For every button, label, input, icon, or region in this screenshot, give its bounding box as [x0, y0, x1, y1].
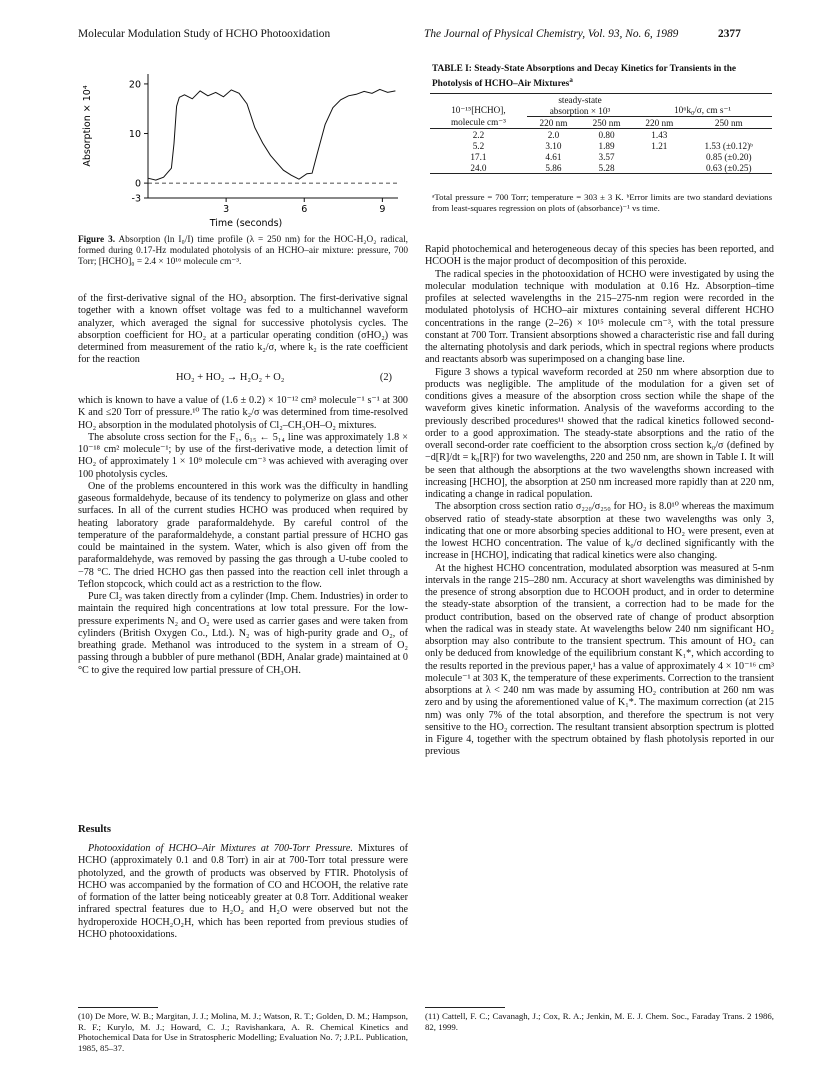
- table-cell: 5.2: [472, 140, 485, 151]
- x-tick-label: 9: [379, 204, 386, 215]
- paragraph: Pure Cl₂ was taken directly from a cylinder (Imp. Chem. Industries) in order to maintain the required high concentrations at low total pressure. For the low-pressure experiments N₂ and O₂ were used as carrier gases and were taken from cylinders (British Oxygen Co., Ltd.). N₂ was of high-purity grade and O₂, of breathing grade. Methanol was introduced to the system in a stream of O₂ passing through a bubbler of pure methanol (BDH, Analar grade) maintained at 0 °C to give the required low partial pressure of CH₃OH.: [78, 591, 408, 676]
- table-cell: 17.1: [470, 151, 487, 162]
- table-cell: 1.89: [598, 140, 615, 151]
- paragraph: Rapid photochemical and heterogeneous decay of this species has been reported, and HCOOH is the major product of decomposition of this peroxide.: [425, 244, 774, 268]
- table-1: [430, 93, 772, 174]
- footnote-rule: [425, 1007, 505, 1008]
- table-header: 220 nm: [539, 117, 568, 128]
- paragraph: The radical species in the photooxidation of HCHO were investigated by using the molecular modulation technique with modulation at 0.16 Hz. Absorption–time profiles at selected wavelengths in the 215–275-nm region were recorded in the modulated photolysis of HCHO–air mixtures containing several different HCHO concentrations in the range (2–26) × 10¹⁵ molecule cm⁻³, with the total pressure constant at 700 Torr. Transient absorptions showed a characteristic rise and fall during the alternating photolysis and dark periods, which in spectral regions where products and reactants absorb was superimposed on a changing base line.: [425, 268, 774, 366]
- footnote-10: (10) De More, W. B.; Margitan, J. J.; Molina, M. J.; Watson, R. T.; Golden, D. M.; Hampson, R. F.; Kurylo, M. J.; Howard, C. J.; Ravishankara, A. R. Chemical Kinetics and Photochemical Data for Use in Stratospheric Modelling; Evaluation No. 7; J.P.L. Publication, 1985, 85–37.: [78, 1011, 408, 1053]
- paragraph-run-in-title: Photooxidation of HCHO–Air Mixtures at 700-Torr Pressure.: [88, 843, 353, 854]
- table-header: molecule cm⁻³: [451, 116, 506, 127]
- paragraph: Figure 3 shows a typical waveform recorded at 250 nm where absorption due to products was negligible. The amplitude of the modulation for a given set of conditions gives a measure of the absorption cross section while the shape of the waveform gives kinetic information. Analysis of the waveforms according to the previously described procedures¹¹ showed that the radical kinetics followed second-order to a good approximation. The steady-state absorptions and the ratio of the overall second-order rate coefficient to the absorption cross section k₀/σ (defined by −d[R]/dt = k₀[R]²) for two wavelengths, 220 and 250 nm, are shown in Table I. It will be seen that although the absorptions at the two wavelengths shown increased with increasing [HCHO], the absorption at 250 nm increased more rapidly than at 220 nm, indicating a change in radical population.: [425, 366, 774, 500]
- left-column-top: [78, 293, 408, 367]
- equation-body: HO₂ + HO₂ → H₂O₂ + O₂: [176, 372, 285, 383]
- table-row: [430, 151, 772, 162]
- figure-caption-label: Figure 3.: [78, 235, 116, 245]
- x-tick-label: 6: [301, 204, 308, 215]
- figure-caption-text: Absorption (ln I₀/I) time profile (λ = 250 nm) for the HOC-H₂O₂ radical, formed during 0.17-Hz modulated photolysis of an HCHO–air mixture: pressure, 700 Torr; [HCHO]₀ = 2.4 × 10¹⁶ molecule cm⁻³.: [78, 235, 409, 267]
- table-title-mark: a: [569, 76, 573, 84]
- table-header: [633, 94, 772, 106]
- table-cell: 4.61: [545, 151, 562, 162]
- table-row: [430, 140, 772, 151]
- table-cell: 3.57: [598, 151, 615, 162]
- table-header: steady-state: [558, 94, 602, 105]
- table-cell: 0.80: [598, 129, 615, 140]
- left-column-body: [78, 395, 408, 677]
- table-header: [430, 94, 527, 106]
- footnote-11: (11) Cattell, F. C.; Cavanagh, J.; Cox, R. A.; Jenkin, M. E. J. Chem. Soc., Faraday Trans. 2 1986, 82, 1999.: [425, 1011, 774, 1032]
- table-cell: 3.10: [545, 140, 562, 151]
- table-cell: [633, 162, 685, 174]
- y-tick-label: 20: [128, 79, 141, 91]
- table-header: 250 nm: [714, 117, 743, 128]
- figure-3-chart: [78, 66, 408, 232]
- table-cell: 2.2: [472, 129, 485, 140]
- table-cell: [633, 151, 685, 162]
- paragraph: of the first-derivative signal of the HO₂ absorption. The first-derivative signal together with a known offset voltage was fed to a multichannel waveform analyzer, which averaged the signal for successive photolysis cycles. The absorption coefficient for HO₂ at a particular operating condition (σHO₂) was determined from measurement of the ratio k₂/σ, where k₂ is the rate coefficient for the reaction: [78, 293, 408, 366]
- footnote-rule: [78, 1007, 158, 1008]
- page-number: 2377: [718, 28, 741, 40]
- table-cell: 5.86: [545, 162, 562, 173]
- table-footnote: ᵃTotal pressure = 700 Torr; temperature = 303 ± 3 K. ᵇError limits are two standard deviations from least-squares regression on plots of (absorbance)⁻¹ vs time.: [432, 192, 772, 213]
- paragraph-text: Mixtures of HCHO (approximately 0.1 and 0.8 Torr) in air at 700-Torr total pressure were photolyzed, and the growth of products was observed by FTIR. Photolysis of HCHO was accompanied by the formation of CO and HCOOH, the relative rate of formation of the latter being noticeably greater at 0.8 Torr. Additional weaker infrared spectral features due to H₂O₂ and H₂O were observed but not the hydroperoxide HOCH₂O₂H, which has been reported from previous studies of HCHO photooxidations.: [78, 843, 409, 940]
- table-cell: 24.0: [470, 162, 487, 173]
- table-header: 220 nm: [645, 117, 674, 128]
- table-cell: 2.0: [547, 129, 560, 140]
- table-cell: 0.63 (±0.25): [705, 162, 752, 173]
- paragraph: The absolute cross section for the F₁, 6₁₅ ← 5₁₄ line was approximately 1.8 × 10⁻¹⁸ cm² molecule⁻¹; by use of the first-derivative mode, a detection limit of HO₂ of approximately 1 × 10⁹ molecule cm⁻³ was achieved with averaging over 100 photolysis cycles.: [78, 431, 408, 480]
- table-header: absorption × 10³: [527, 105, 633, 117]
- x-tick-label: 3: [223, 204, 230, 215]
- figure-caption: [78, 235, 408, 268]
- table-cell: [686, 129, 772, 141]
- absorption-trace: [148, 89, 395, 180]
- x-axis-label: Time (seconds): [209, 218, 283, 229]
- paragraph: The absorption cross section ratio σ₂₂₀/σ₂₅₀ for HO₂ is 8.0¹⁰ whereas the maximum observed ratio of steady-state absorption at these two wavelengths was only 3, indicating that one or more absorbing species additional to HO₂ were present, even at the lowest HCHO concentration. The value of k₀/σ declined significantly with the increase in [HCHO], indicating that radical kinetics were also changing.: [425, 501, 774, 562]
- right-column: [425, 244, 774, 759]
- table-title: [432, 64, 772, 90]
- y-tick-label: 0: [134, 178, 141, 190]
- table-cell: 0.85 (±0.20): [705, 151, 752, 162]
- y-tick-label: 10: [128, 129, 141, 141]
- paragraph: At the highest HCHO concentration, modulated absorption was measured at 5-nm intervals in the range 215–280 nm. Accuracy at short wavelengths was diminished by the presence of strong absorption due to HCOOH product, and in order to determine the steady-state absorption of the transient, a correction had to be made for the product contribution, based on the observed rate of change of product absorption when the radical was in steady state. At wavelengths below 240 nm significant HO₂ absorption may also contribute to the transient spectrum. This amount of HO₂ can only be deduced from knowledge of the equilibrium constant K₁*, which according to the results reported in the previous paper,¹ has a value of approximately 4 × 10⁻¹⁶ cm³ molecule⁻¹ at 303 K, the temperature of these experiments. Correction to the transient absorptions at λ < 240 nm was made by assuming HO₂ contribution at 260 nm was zero and by using the aforementioned value of K₁*. The maximum correction (at 215 nm) was only 7% of the total absorption, and therefore the spectrum is not very sensitive to the HO₂ correction. The resultant transient absorption spectrum is plotted in Figure 4, together with the spectrum obtained by flash photolysis reported in our previous: [425, 562, 774, 758]
- table-cell: 1.53 (±0.12)ᵇ: [704, 140, 753, 151]
- table-cell: 1.21: [651, 140, 668, 151]
- table-title-text: TABLE I: Steady-State Absorptions and Decay Kinetics for Transients in the Photolysis of HCHO–Air Mixtures: [432, 64, 737, 90]
- paragraph: [78, 843, 408, 941]
- paragraph: which is known to have a value of (1.6 ± 0.2) × 10⁻¹² cm³ molecule⁻¹ s⁻¹ at 300 K and ≤20 Torr of pressure.¹⁰ The ratio k₂/σ was determined from time-resolved HO₂ absorption in the modulated photolysis of Cl₂–CH₃OH–O₂ mixtures.: [78, 395, 408, 431]
- table-row: [430, 129, 772, 141]
- equation-number: (2): [379, 372, 392, 383]
- y-tick-label: -3: [131, 193, 141, 205]
- section-heading: Results: [78, 824, 111, 835]
- table-header: 10⁶k₀/σ, cm s⁻¹: [633, 105, 772, 117]
- paragraph: One of the problems encountered in this work was the difficulty in handling gaseous formaldehyde, because of its tendency to polymerize on glass and other surfaces. In all of the current studies HCHO was produced when required by heating laboratory grade paraformaldehyde. By careful control of the temperature of the paraformaldehyde, a constant partial pressure of HCHO gas could be maintained in the system. Water, which is also given off from the paraformaldehyde, was removed by passing the gas through a U-tube cooled to −78 °C. The dried HCHO gas then passed into the reaction cell inlet through a Teflon stopcock, which could act as a restriction to the flow.: [78, 480, 408, 590]
- table-cell: 5.28: [598, 162, 615, 173]
- journal-citation: The Journal of Physical Chemistry, Vol. 93, No. 6, 1989: [424, 28, 679, 40]
- y-axis-label: Absorption × 10⁴: [82, 85, 93, 167]
- table-header: 10⁻¹⁵[HCHO],: [451, 105, 506, 116]
- table-header: 250 nm: [592, 117, 621, 128]
- table-row: [430, 162, 772, 174]
- table-cell: 1.43: [651, 129, 668, 140]
- left-column-results: [78, 843, 408, 941]
- running-head: Molecular Modulation Study of HCHO Photooxidation: [78, 28, 331, 40]
